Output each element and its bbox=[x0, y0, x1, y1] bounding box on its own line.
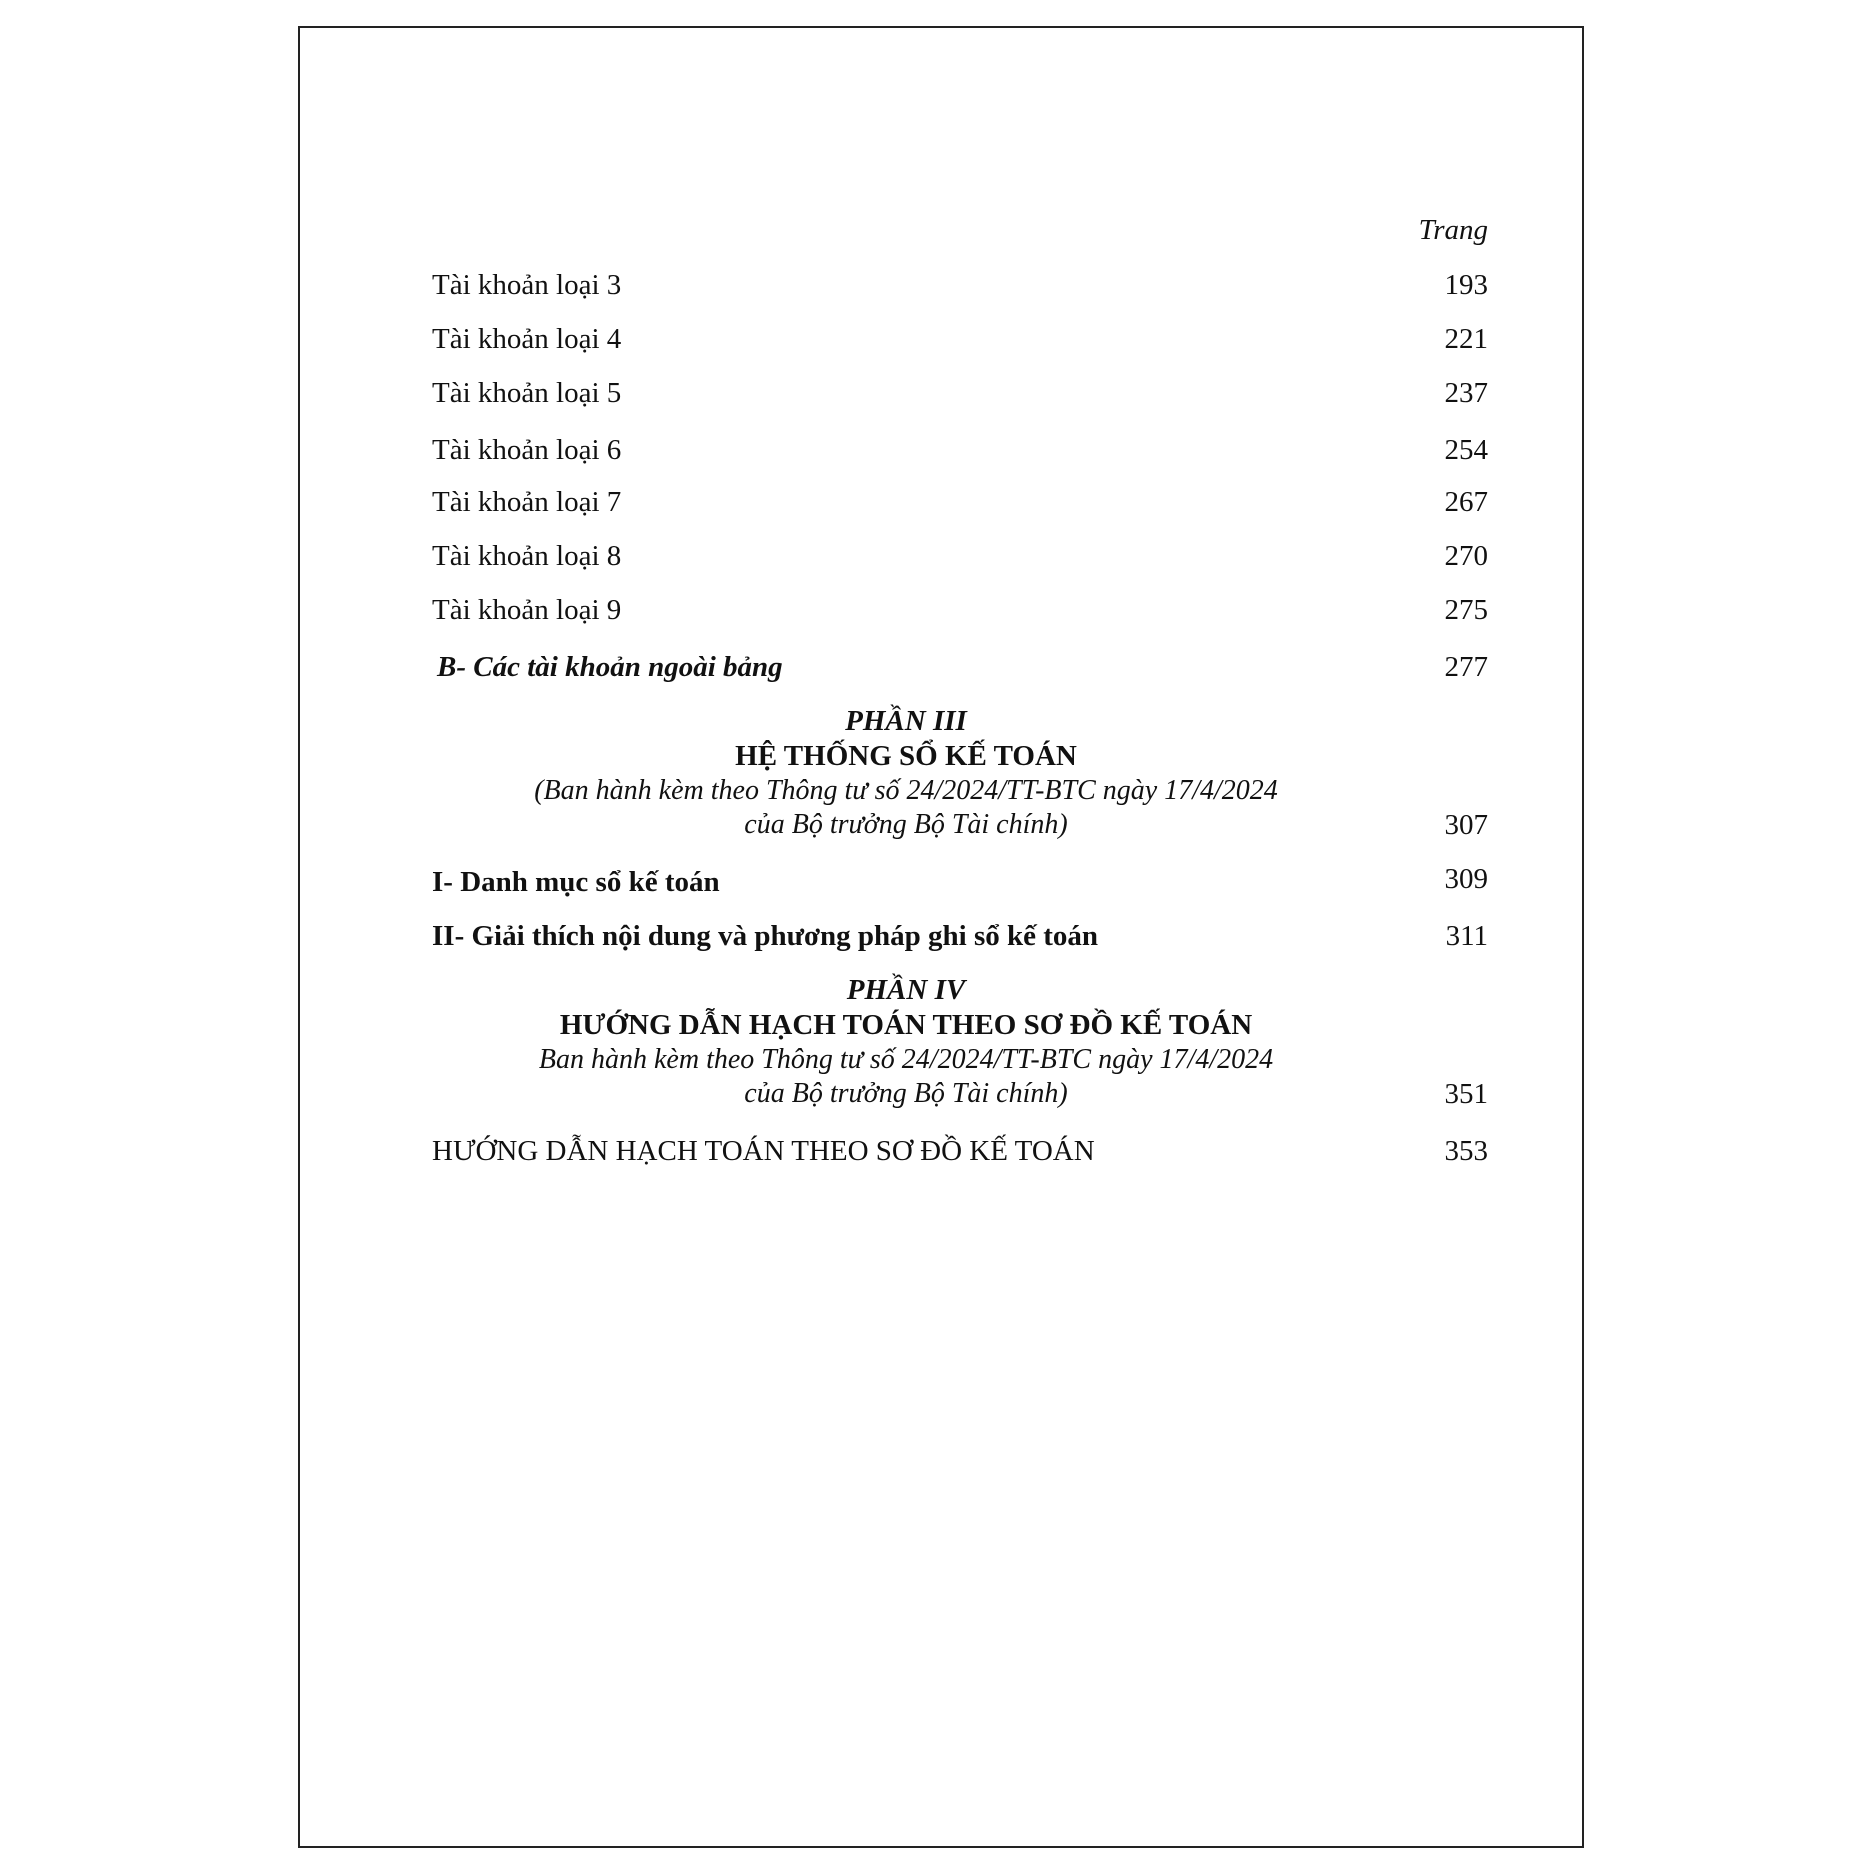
toc-entry-page: 254 bbox=[1444, 434, 1488, 466]
toc-entry-page: 193 bbox=[1444, 269, 1488, 301]
toc-entry-title: Tài khoản loại 8 bbox=[432, 540, 622, 572]
part3-page: 307 bbox=[1444, 809, 1488, 841]
part3-entry-title: II- Giải thích nội dung và phương pháp ghi sổ kế toán bbox=[432, 920, 1099, 952]
part3-entry-page: 311 bbox=[1445, 920, 1488, 952]
toc-section-b-page: 277 bbox=[1444, 651, 1488, 683]
part4-subtitle-line2: của Bộ trưởng Bộ Tài chính) bbox=[744, 1078, 1068, 1109]
toc-entry-title: Tài khoản loại 4 bbox=[432, 323, 622, 355]
toc-entry-title: Tài khoản loại 7 bbox=[432, 486, 622, 518]
toc-entry-title: Tài khoản loại 3 bbox=[432, 269, 622, 301]
part4-title: HƯỚNG DẪN HẠCH TOÁN THEO SƠ ĐỒ KẾ TOÁN bbox=[559, 1009, 1253, 1041]
part3-title: HỆ THỐNG SỔ KẾ TOÁN bbox=[735, 740, 1077, 772]
toc-entry-title: Tài khoản loại 9 bbox=[432, 594, 622, 626]
toc-entry-page: 275 bbox=[1444, 594, 1488, 626]
toc-entry-title: Tài khoản loại 6 bbox=[432, 434, 622, 466]
part3-subtitle-line1: (Ban hành kèm theo Thông tư số 24/2024/TT-BTC ngày 17/4/2024 bbox=[534, 775, 1278, 806]
toc-entry-title: Tài khoản loại 5 bbox=[432, 377, 622, 409]
part4-entry-title: HƯỚNG DẪN HẠCH TOÁN THEO SƠ ĐỒ KẾ TOÁN bbox=[432, 1135, 1095, 1167]
toc-entry-page: 267 bbox=[1444, 486, 1488, 518]
toc-entry-page: 270 bbox=[1444, 540, 1488, 572]
part3-subtitle-line2: của Bộ trưởng Bộ Tài chính) bbox=[744, 809, 1068, 840]
part4-entry-page: 353 bbox=[1444, 1135, 1488, 1167]
part4-subtitle-line1: Ban hành kèm theo Thông tư số 24/2024/TT-BTC ngày 17/4/2024 bbox=[538, 1044, 1274, 1075]
part3-entry-title: I- Danh mục sổ kế toán bbox=[432, 866, 720, 898]
part3-entry-page: 309 bbox=[1444, 863, 1488, 895]
part4-page: 351 bbox=[1444, 1078, 1488, 1110]
toc-entry-page: 237 bbox=[1444, 377, 1488, 409]
part4-label: PHẦN IV bbox=[846, 974, 966, 1006]
toc-section-b-title: B- Các tài khoản ngoài bảng bbox=[437, 651, 783, 683]
toc-entry-page: 221 bbox=[1444, 323, 1488, 355]
page-column-label: Trang bbox=[1418, 214, 1488, 246]
part3-label: PHẦN III bbox=[845, 705, 967, 737]
